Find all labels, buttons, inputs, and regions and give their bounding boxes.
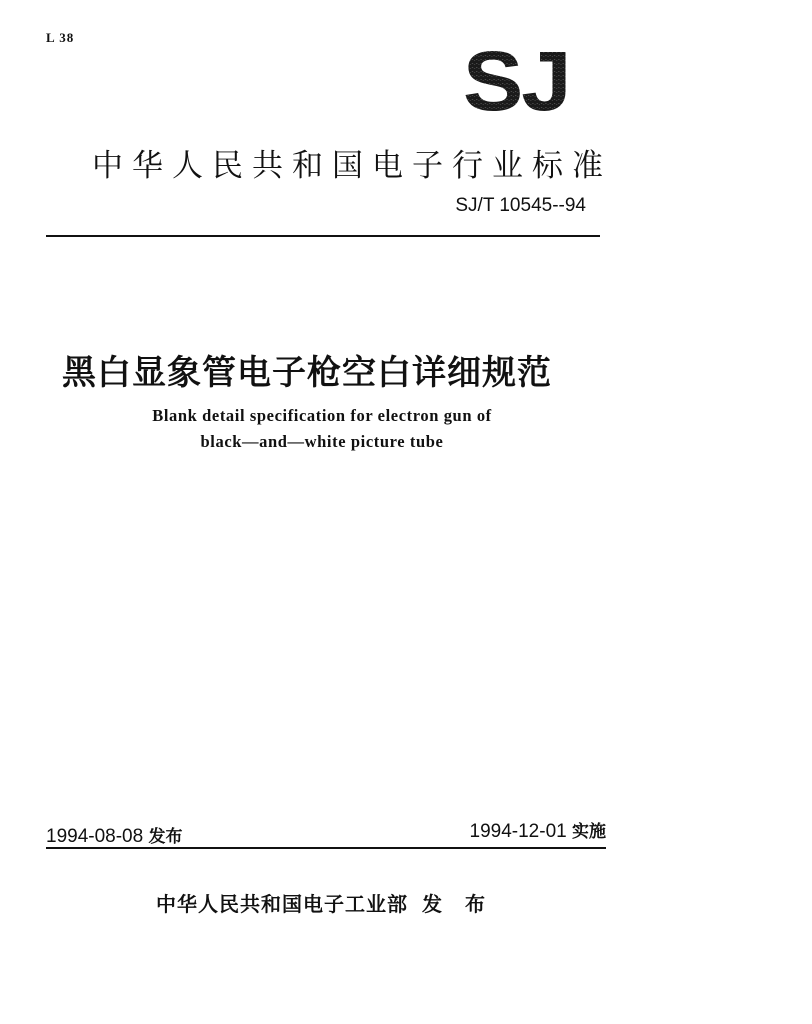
issuer-action-1: 发 <box>422 892 443 916</box>
issue-date-block <box>46 822 182 848</box>
issuer-name: 中华人民共和国电子工业部 <box>156 892 408 916</box>
effective-label: 实施 <box>572 822 606 842</box>
issuer-line <box>156 888 486 917</box>
effective-date: 1994-12-01 <box>469 821 567 842</box>
svg-text:SJ: SJ <box>462 46 570 116</box>
issue-date: 1994-08-08 <box>46 826 144 847</box>
document-title-chinese: 黑白显象管电子枪空白详细规范 <box>62 353 552 393</box>
top-divider <box>46 235 600 237</box>
effective-date-block <box>380 817 606 843</box>
standard-number: SJ/T 10545--94 <box>455 195 586 216</box>
document-title-english-line1: Blank detail specification for electron gun of <box>152 406 492 425</box>
sj-logo <box>446 46 586 116</box>
document-title-english-line2: black—and—white picture tube <box>200 432 444 451</box>
issuer-action-2: 布 <box>465 892 486 916</box>
industry-standard-title: 中华人民共和国电子行业标准 <box>92 148 612 184</box>
classification-code: L 38 <box>46 30 75 45</box>
issue-label: 发布 <box>148 827 183 847</box>
bottom-divider <box>46 847 606 849</box>
